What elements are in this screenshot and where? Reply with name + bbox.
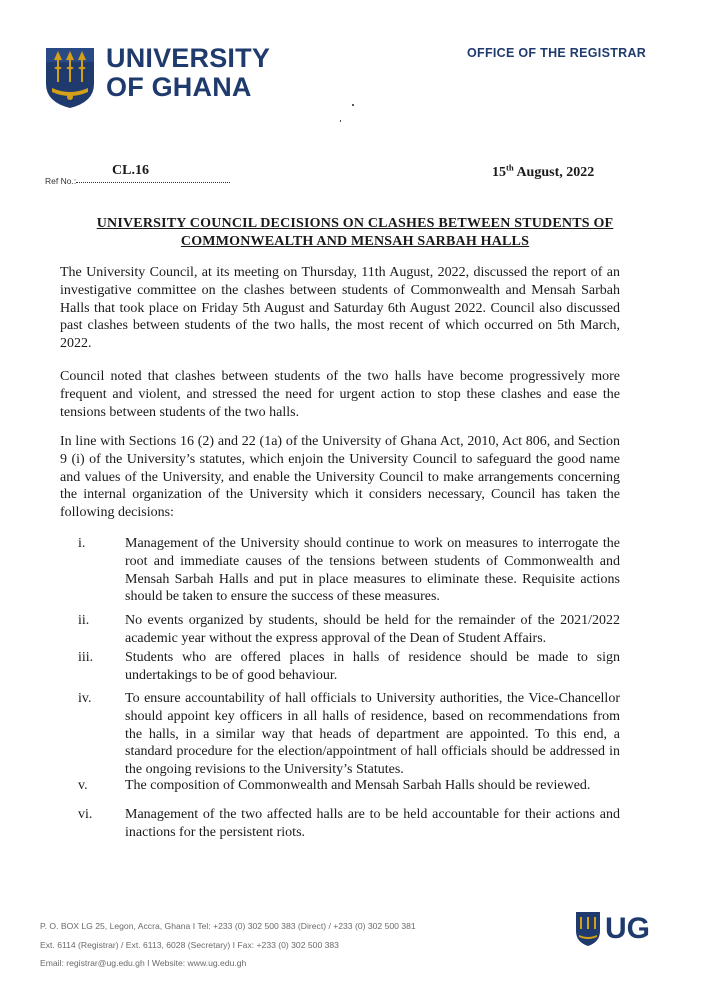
decision-text: No events organized by students, should be held for the remainder of the 2021/2022 academic year without the express approval of the Dean of Student Affairs.: [125, 613, 620, 646]
office-title: OFFICE OF THE REGISTRAR: [467, 46, 647, 60]
university-name: [106, 44, 270, 102]
scan-speck: [340, 120, 341, 122]
ref-dotted-line: [76, 174, 230, 183]
decision-text: Management of the University should continue to work on measures to interrogate the root and immediate causes of the tensions between students of Commonwealth and Mensah Sarbah Halls and put in place measures to eliminate these. Requisite actions should be taken to ensure the success of these measures.: [125, 536, 620, 605]
ref-number: CL.16: [112, 163, 149, 178]
letter-date: [492, 162, 595, 181]
decision-number: ii.: [78, 613, 90, 628]
decision-number: iv.: [78, 691, 92, 706]
decision-text: The composition of Commonwealth and Mensah Sarbah Halls should be reviewed.: [125, 778, 591, 793]
footer-address: P. O. BOX LG 25, Legon, Accra, Ghana I Tel: +233 (0) 302 500 383 (Direct) / +233 (0) 302 500 381: [40, 921, 416, 931]
university-name-line1: UNIVERSITY: [106, 43, 271, 73]
paragraph-meeting: The University Council, at its meeting on Thursday, 11th August, 2022, discussed the report of an investigative committee on the clashes between students of Commonwealth and Mensah Sarbah Halls that took place on Friday 5th August and Saturday 6th August 2022. Council also discussed past clashes between students of the two halls, the most recent of which occurred on 5th March, 2022.: [60, 265, 620, 352]
date-suffix: th: [506, 162, 514, 173]
decision-text: Management of the two affected halls are to be held accountable for their actions and inactions for the persistent riots.: [125, 807, 620, 840]
ref-label: Ref No.:: [45, 176, 77, 186]
ug-crest-icon: [575, 911, 601, 947]
footer-contact: Email: registrar@ug.edu.gh I Website: www.ug.edu.gh: [40, 958, 247, 968]
decision-number: vi.: [78, 807, 93, 822]
decision-text: To ensure accountability of hall officials to University authorities, the Vice-Chancellor should appoint key officers in all halls of residence, based on recommendations from the halls, in a similar way that heads of department are appointed. To this end, a standard procedure for the election/appointment of hall officials should be addressed in the ongoing revisions to the University’s Statutes.: [125, 691, 620, 778]
date-rest: August, 2022: [513, 165, 595, 180]
paragraph-statutes: In line with Sections 16 (2) and 22 (1a) of the University of Ghana Act, 2010, Act 806, and Section 9 (i) of the University’s statutes, which enjoin the University Council to safeguard the good name and values of the University, and enable the University Council to make arrangements concerning the internal organization of the University which it considers necessary, Council has taken the following decisions:: [60, 434, 620, 521]
title-line2: COMMONWEALTH AND MENSAH SARBAH HALLS: [180, 234, 530, 249]
paragraph-council-noted: Council noted that clashes between students of the two halls have become progressively more frequent and violent, and stressed the need for urgent action to stop these clashes and ease the tensions between students of the two halls.: [60, 369, 620, 420]
document-title: [60, 215, 650, 251]
university-name-line2: OF GHANA: [106, 72, 252, 102]
scan-speck: [352, 104, 354, 106]
decision-number: i.: [78, 536, 86, 551]
title-line1: UNIVERSITY COUNCIL DECISIONS ON CLASHES BETWEEN STUDENTS OF: [96, 216, 614, 231]
footer-extensions: Ext. 6114 (Registrar) / Ext. 6113, 6028 (Secretary) I Fax: +233 (0) 302 500 383: [40, 940, 339, 950]
decision-number: v.: [78, 778, 88, 793]
date-day: 15: [492, 165, 506, 180]
university-crest-logo: [44, 46, 96, 110]
decision-text: Students who are offered places in halls of residence should be made to sign undertakings to be of good behaviour.: [125, 650, 620, 683]
decision-number: iii.: [78, 650, 94, 665]
ug-logo-text: UG: [605, 912, 650, 945]
ug-footer-logo: [575, 911, 657, 951]
